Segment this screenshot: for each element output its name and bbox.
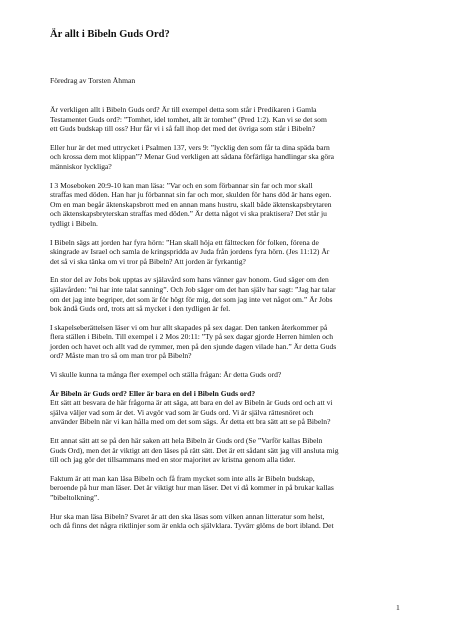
- text-line: tydligt i Bibeln.: [50, 218, 98, 228]
- text-line: ord? Måste man tro så om man tror på Bibeln?: [50, 351, 192, 361]
- text-line: människor lyckliga?: [50, 161, 112, 171]
- text-line: bok ändå Guds ord, trots att så mycket i den tydligen är fel.: [50, 304, 231, 314]
- text-line: skingrade av Israel och samla de kringspridda av Juda från jordens fyra hörn. (Jes 11:12) Är: [50, 247, 330, 257]
- text-line: ”bibeltolkning”.: [50, 493, 100, 502]
- text-line: om det jag inte begriper, det som är för högt för mig, det som jag inte vet något om.” Är Jobs: [50, 294, 333, 304]
- text-line: Ett annat sätt att se på den här saken att hela Bibeln är Guds ord (Se ”Varför kallas Bibeln: [50, 436, 323, 446]
- text-line: beroende på hur man läser. Det är viktigt hur man läser. Det vi då kommer in på brukar kallas: [50, 483, 334, 493]
- text-line: och krossa dem mot klippan”? Menar Gud verkligen att sådana förfärliga handlingar ska göra: [50, 152, 335, 162]
- document-body: [50, 105, 406, 540]
- paragraph: [50, 181, 406, 229]
- document-title: Är allt i Bibeln Guds Ord?: [50, 29, 170, 40]
- page-number: 1: [396, 603, 400, 612]
- text-line: själva väljer vad som är det. Vi avgör vad som är Guds ord. Vi är själva rättesnöret och: [50, 407, 314, 417]
- text-line: det så vi ska tänka om vi tror på Bibeln? Att jorden är fyrkantig?: [50, 256, 246, 266]
- text-line: I Bibeln sägs att jorden har fyra hörn: ”Han skall höja ett fälttecken för folken, förena de: [50, 237, 319, 247]
- paragraph: [50, 238, 406, 267]
- paragraph: [50, 370, 406, 380]
- section-heading: Är Bibeln är Guds ord? Eller är bara en del i Bibeln Guds ord?: [50, 388, 256, 398]
- text-line: till och jag gör det tillsammans med en stor majoritet av kristna genom alla tider.: [50, 455, 296, 465]
- text-line: ett Guds budskap till oss? Hur får vi i så fall ihop det med det övriga som står i Bibeln?: [50, 124, 316, 134]
- text-line: straffas med döden. Han har ju förbannat sin far och mor, skulden för hans död är hans egen.: [50, 190, 332, 200]
- text-line: I skapelseberättelsen läser vi om hur allt skapades på sex dagar. Den tanken återkommer på: [50, 322, 328, 332]
- text-line: Hur ska man läsa Bibeln? Svaret är att den ska läsas som vilken annan litteratur som helst,: [50, 511, 325, 521]
- text-line: I 3 Moseboken 20:9-10 kan man läsa: ”Var och en som förbannar sin far och mor skall: [50, 180, 313, 190]
- text-line: och äktenskapsbryterskan straffas med döden.” Är detta något vi ska praktisera? Det står ju: [50, 209, 327, 219]
- paragraph: [50, 275, 406, 313]
- text-line: själavården: ”ni har inte talat sanning”. Och Job säger om det han själv har sagt: ”Jag har talar: [50, 284, 336, 294]
- text-line: Guds Ord), men det är viktigt att den läses på rätt sätt. Det är ett sådant sätt jag vill ansluta mig: [50, 445, 339, 455]
- text-line: flera ställen i Bibeln. Till exempel i 2 Mos 20:11: ”Ty på sex dagar gjorde Herren himlen och: [50, 332, 334, 342]
- paragraph: [50, 512, 406, 531]
- text-line: jorden och havet och allt vad de rymmer, men på den sjunde dagen vilade han.” Är detta Guds: [50, 341, 337, 351]
- text-line: Är verkligen allt i Bibeln Guds ord? Är till exempel detta som står i Predikaren i Gamla: [50, 105, 317, 114]
- paragraph: [50, 389, 406, 427]
- paragraph: [50, 143, 406, 172]
- text-line: Om en man begår äktenskapsbrott med en annan mans hustru, skall både äktenskapsbrytaren: [50, 199, 332, 209]
- text-line: Testamentet Guds ord?: ”Tomhet, idel tomhet, allt är tomhet” (Pred 1:2). Kan vi se det som: [50, 114, 327, 124]
- author-byline: Föredrag av Torsten Åhman: [50, 76, 136, 85]
- text-line: Eller hur är det med uttrycket i Psalmen 137, vers 9: ”lycklig den som får ta dina späda barn: [50, 142, 330, 152]
- text-line: och då finns det några riktlinjer som är enkla och självklara. Tyvärr glöms de bort ibland. Det: [50, 521, 334, 531]
- paragraph: [50, 323, 406, 361]
- paragraph: [50, 105, 406, 134]
- text-line: Ett sätt att besvara de här frågorna är att säga, att bara en del av Bibeln är Guds ord och att vi: [50, 398, 333, 408]
- text-line: Faktum är att man kan läsa Bibeln och få fram mycket som inte alls är Bibeln budskap,: [50, 473, 315, 483]
- paragraph: [50, 436, 406, 465]
- text-line: använder Bibeln när vi kan hålla med om det som sägs. Är detta ett bra sätt att se på Bibeln?: [50, 417, 331, 427]
- text-line: En stor del av Jobs bok upptas av själavård som hans vänner gav honom. Gud säger om den: [50, 275, 329, 285]
- paragraph: [50, 474, 406, 503]
- text-line: Vi skulle kunna ta många fler exempel och ställa frågan: Är detta Guds ord?: [50, 370, 282, 380]
